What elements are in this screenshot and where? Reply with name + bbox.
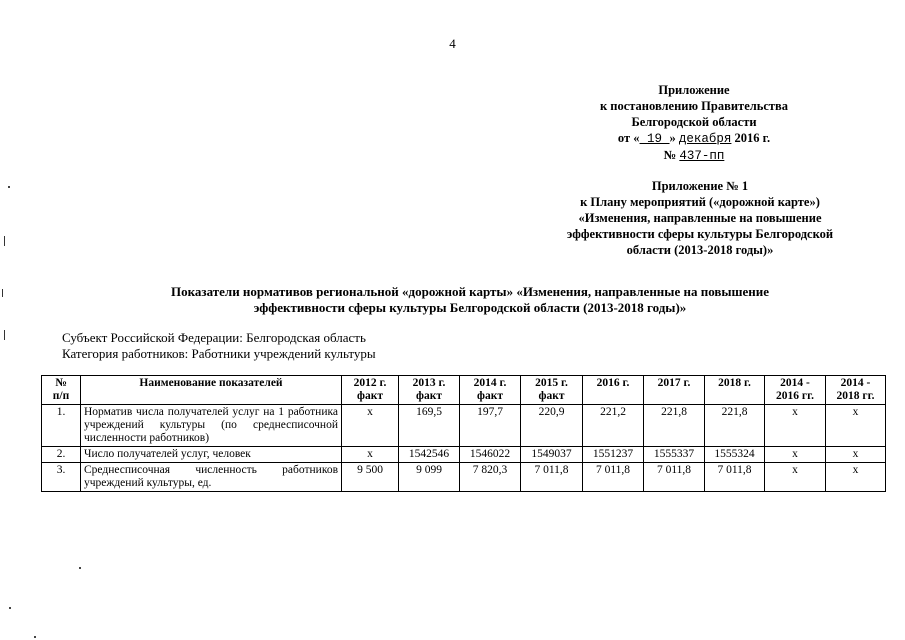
cell-2016: 221,2 [583, 405, 644, 447]
table-row [42, 447, 886, 463]
appendix-1-line: «Изменения, направленные на повышение [578, 211, 822, 225]
cell-2014: 7 820,3 [460, 463, 521, 492]
cell-name: Норматив числа получателей услуг на 1 работника учреждений культуры (по среднесписочной численности работников) [81, 405, 342, 447]
cell-name: Среднесписочная численность работников учреждений культуры, ед. [81, 463, 342, 492]
cell-2012: х [342, 405, 399, 447]
cell-2018: 7 011,8 [705, 463, 765, 492]
cell-2014-2018: х [826, 447, 886, 463]
col-header-2012: 2012 г. факт [342, 376, 399, 405]
appendix-date [560, 130, 828, 147]
cell-2018: 221,8 [705, 405, 765, 447]
appendix-line: Приложение [658, 83, 730, 97]
col-header-2014-2018: 2014 - 2018 гг. [826, 376, 886, 405]
scan-dot [9, 607, 11, 609]
cell-2014-2016: х [765, 463, 826, 492]
appendix-1-line: области (2013-2018 годы)» [626, 243, 774, 257]
cell-2018: 1555324 [705, 447, 765, 463]
appendix-1-line: к Плану мероприятий («дорожной карте») [580, 195, 820, 209]
cell-2015: 220,9 [521, 405, 583, 447]
cell-2015: 7 011,8 [521, 463, 583, 492]
cell-num: 1. [42, 405, 81, 447]
col-header-2017: 2017 г. [644, 376, 705, 405]
col-header-2013: 2013 г. факт [399, 376, 460, 405]
col-header-name: Наименование показателей [81, 376, 342, 405]
scan-dot [34, 636, 36, 638]
cell-2017: 221,8 [644, 405, 705, 447]
cell-2014-2018: х [826, 405, 886, 447]
scan-dot [79, 567, 81, 569]
table-row [42, 405, 886, 447]
cell-2013: 9 099 [399, 463, 460, 492]
col-header-2016: 2016 г. [583, 376, 644, 405]
cell-num: 2. [42, 447, 81, 463]
cell-2012: х [342, 447, 399, 463]
cell-2014-2016: х [765, 405, 826, 447]
col-header-2014: 2014 г. факт [460, 376, 521, 405]
page-number: 4 [449, 36, 456, 51]
document-title [90, 284, 850, 316]
scan-dot [8, 186, 10, 188]
cell-2014-2018: х [826, 463, 886, 492]
title-line-1: Показатели нормативов региональной «дорожной карты» «Изменения, направленные на повышение [170, 284, 770, 299]
appendix-number [560, 147, 828, 164]
cell-name: Число получателей услуг, человек [81, 447, 342, 463]
date-year: 2016 г. [731, 131, 771, 145]
appendix-1-line: Приложение № 1 [651, 179, 749, 193]
appendix-line: Белгородской области [631, 115, 757, 129]
cell-2017: 7 011,8 [644, 463, 705, 492]
cell-2014: 1546022 [460, 447, 521, 463]
cell-2013: 169,5 [399, 405, 460, 447]
date-prefix: от « [617, 131, 640, 145]
col-header-2014-2016: 2014 - 2016 гг. [765, 376, 826, 405]
cell-2014-2016: х [765, 447, 826, 463]
cell-2015: 1549037 [521, 447, 583, 463]
date-month: декабря [678, 132, 732, 146]
cell-num: 3. [42, 463, 81, 492]
appendix-1-line: эффективности сферы культуры Белгородской [566, 227, 834, 241]
number-value: 437-пп [679, 149, 725, 163]
appendix-line: к постановлению Правительства [599, 99, 789, 113]
title-line-2: эффективности сферы культуры Белгородской области (2013-2018 годы)» [253, 300, 687, 315]
date-mid: » [669, 131, 679, 145]
category-line: Категория работников: Работники учреждений культуры [62, 346, 376, 361]
table-row [42, 463, 886, 492]
subject-line: Субъект Российской Федерации: Белгородская область [62, 330, 366, 345]
cell-2016: 1551237 [583, 447, 644, 463]
col-header-2015: 2015 г. факт [521, 376, 583, 405]
appendix-1-block [530, 178, 870, 258]
table-header-row [42, 376, 886, 405]
date-day: 19 [639, 132, 670, 146]
appendix-block [560, 82, 828, 164]
cell-2017: 1555337 [644, 447, 705, 463]
scan-mark [2, 289, 3, 297]
col-header-2018: 2018 г. [705, 376, 765, 405]
cell-2012: 9 500 [342, 463, 399, 492]
col-header-num: № п/п [42, 376, 81, 405]
scan-mark [4, 236, 5, 246]
cell-2013: 1542546 [399, 447, 460, 463]
indicators-table [41, 375, 886, 492]
cell-2016: 7 011,8 [583, 463, 644, 492]
scan-mark [4, 330, 5, 340]
cell-2014: 197,7 [460, 405, 521, 447]
number-prefix: № [663, 148, 680, 162]
